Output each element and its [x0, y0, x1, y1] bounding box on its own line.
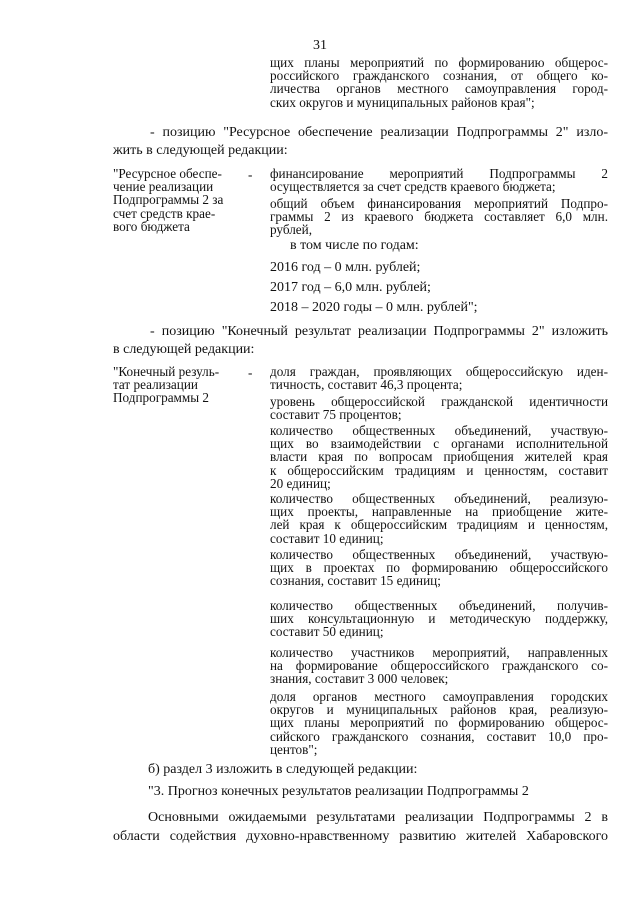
label-line: Подпрограммы 2 за — [113, 192, 224, 208]
text-line: российского гражданского сознания, от общего ко- — [270, 68, 608, 84]
separator-dash: - — [248, 167, 253, 182]
section-3-title: "3. Прогноз конечных результатов реализации Подпрограммы 2 — [148, 784, 529, 799]
text-line: общий объем финансирования мероприятий Подпро- — [270, 196, 608, 211]
text-line: щих в проектах по формированию общероссийского — [270, 560, 608, 576]
text-line: граммы 2 из краевого бюджета составляет 6,0 млн. — [270, 209, 608, 225]
text-line: тичность, составит 46,3 процента; — [270, 377, 463, 393]
text-line: щих проекты, направленные на приобщение жите- — [270, 504, 608, 520]
label-line: тат реализации — [113, 377, 198, 393]
years-intro: в том числе по годам: — [290, 238, 419, 253]
label-line: Подпрограммы 2 — [113, 390, 209, 406]
label-line: вого бюджета — [113, 218, 190, 234]
text-line: количество общественных объединений, участвую- — [270, 423, 608, 438]
top-continuation — [270, 56, 608, 109]
text-line: на формирование общероссийского гражданского со- — [270, 658, 608, 674]
text-line: количество общественных объединений, получив- — [270, 598, 608, 613]
text-line: центов"; — [270, 741, 318, 757]
result-item-1 — [270, 365, 608, 391]
text-line: щих планы мероприятий по формированию общерос- — [270, 715, 608, 731]
section-b-intro: б) раздел 3 изложить в следующей редакции: — [148, 762, 418, 777]
separator-dash: - — [248, 365, 253, 380]
label-line: чение реализации — [113, 179, 214, 195]
result-item-7 — [270, 646, 608, 686]
result-item-5 — [270, 548, 608, 588]
position1-intro-line2: жить в следующей редакции: — [113, 143, 288, 158]
text-line: власти края по вопросам приобщения жителей края — [270, 449, 608, 465]
text-line: количество общественных объединений, реализую- — [270, 491, 608, 506]
text-line: доля граждан, проявляющих общероссийскую иден- — [270, 364, 608, 379]
text-line: сознания, составит 15 единиц; — [270, 573, 441, 589]
text-line: финансирование мероприятий Подпрограммы 2 — [270, 166, 608, 181]
resource-item-1 — [270, 167, 608, 193]
text-line: Основными ожидаемыми результатами реализации Подпрограммы 2 в — [148, 810, 608, 825]
text-line: ших консультационную и методическую поддержку, — [270, 611, 608, 627]
result-item-2 — [270, 395, 608, 421]
text-line: области содействия духовно-нравственному развитию жителей Хабаровского — [113, 829, 608, 844]
text-line: округов и муниципальных районов края, реализую- — [270, 702, 608, 718]
text-line: рублей, — [270, 222, 313, 238]
result-item-8 — [270, 690, 608, 756]
text-line: сийского гражданского сознания, составит 10,0 про- — [270, 728, 608, 744]
text-line: составит 75 процентов; — [270, 407, 402, 423]
text-line: щих во взаимодействии с органами исполнительной — [270, 436, 608, 452]
label-line: "Конечный резуль- — [113, 364, 220, 379]
text-line: количество общественных объединений, участвую- — [270, 547, 608, 562]
resource-item-2 — [270, 197, 608, 237]
label-line: "Ресурсное обеспе- — [113, 166, 222, 181]
final-paragraph-line2 — [113, 828, 608, 846]
text-line: уровень общероссийской гражданской идентичности — [270, 394, 608, 409]
text-line: знания, составит 3 000 человек; — [270, 671, 449, 687]
position1-intro-line1 — [150, 124, 608, 142]
text-line: доля органов местного самоуправления городских — [270, 689, 608, 704]
result-item-4 — [270, 492, 608, 545]
result-item-6 — [270, 599, 608, 639]
final-paragraph-line1 — [148, 809, 608, 827]
text-line: осуществляется за счет средств краевого бюджета; — [270, 179, 556, 195]
result-label — [113, 365, 233, 405]
text-line: составит 10 единиц; — [270, 530, 384, 546]
text-line: к общероссийским традициям и ценностям, составит — [270, 462, 608, 478]
position2-intro-line2: в следующей редакции: — [113, 342, 255, 357]
text-line: щих планы мероприятий по формированию общерос- — [270, 55, 608, 70]
text-line: - позицию "Ресурсное обеспечение реализации Подпрограммы 2" изло- — [150, 125, 608, 140]
year-2017: 2017 год – 6,0 млн. рублей; — [270, 280, 431, 295]
year-2016: 2016 год – 0 млн. рублей; — [270, 260, 421, 275]
page-number: 31 — [313, 38, 327, 53]
text-line: ских округов и муниципальных районов края"; — [270, 94, 535, 110]
position2-intro-line1 — [150, 323, 608, 341]
text-line: составит 50 единиц; — [270, 624, 384, 640]
text-line: - позицию "Конечный результат реализации Подпрограммы 2" изложить — [150, 324, 608, 339]
text-line: количество участников мероприятий, направленных — [270, 645, 608, 660]
text-line: лей края к общероссийским традициям и ценностям, — [270, 517, 608, 533]
label-line: счет средств крае- — [113, 205, 216, 221]
years-2018-2020: 2018 – 2020 годы – 0 млн. рублей"; — [270, 300, 478, 315]
result-item-3 — [270, 424, 608, 490]
text-line: личества органов местного самоуправления город- — [270, 81, 608, 97]
text-line: 20 единиц; — [270, 475, 331, 491]
resource-label — [113, 167, 233, 233]
